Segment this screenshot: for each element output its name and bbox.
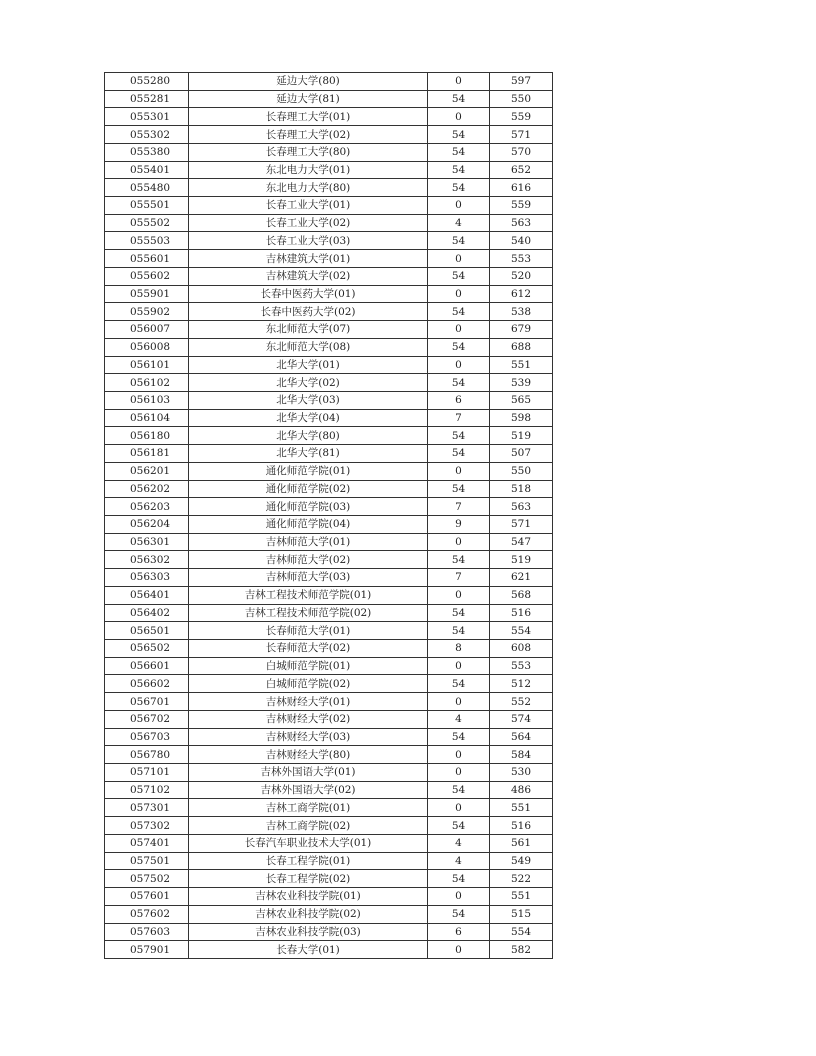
table-row — [105, 834, 553, 852]
table-row — [105, 533, 553, 551]
score-cell: 539 — [490, 374, 553, 392]
score-cell: 616 — [490, 179, 553, 197]
count-cell: 54 — [428, 232, 490, 250]
table-row — [105, 569, 553, 587]
school-code-cell: 056007 — [105, 321, 189, 339]
count-cell: 54 — [428, 90, 490, 108]
score-cell: 516 — [490, 817, 553, 835]
score-cell: 554 — [490, 923, 553, 941]
school-code-cell: 055281 — [105, 90, 189, 108]
school-code-cell: 056703 — [105, 728, 189, 746]
score-cell: 568 — [490, 586, 553, 604]
table-row — [105, 799, 553, 817]
school-code-cell: 056502 — [105, 640, 189, 658]
count-cell: 9 — [428, 515, 490, 533]
school-code-cell: 057901 — [105, 941, 189, 959]
count-cell: 54 — [428, 427, 490, 445]
score-cell: 571 — [490, 126, 553, 144]
school-name-cell: 通化师范学院(03) — [189, 498, 428, 516]
school-code-cell: 055502 — [105, 214, 189, 232]
count-cell: 0 — [428, 888, 490, 906]
school-name-cell: 东北师范大学(08) — [189, 338, 428, 356]
school-name-cell: 吉林工程技术师范学院(02) — [189, 604, 428, 622]
school-code-cell: 056701 — [105, 693, 189, 711]
score-cell: 561 — [490, 834, 553, 852]
school-code-cell: 057301 — [105, 799, 189, 817]
count-cell: 0 — [428, 285, 490, 303]
school-name-cell: 延边大学(81) — [189, 90, 428, 108]
school-name-cell: 吉林农业科技学院(03) — [189, 923, 428, 941]
school-code-cell: 056101 — [105, 356, 189, 374]
table-row — [105, 250, 553, 268]
school-name-cell: 通化师范学院(02) — [189, 480, 428, 498]
score-cell: 551 — [490, 888, 553, 906]
school-code-cell: 056302 — [105, 551, 189, 569]
count-cell: 54 — [428, 374, 490, 392]
school-code-cell: 057101 — [105, 764, 189, 782]
count-cell: 6 — [428, 923, 490, 941]
table-row — [105, 90, 553, 108]
score-cell: 519 — [490, 427, 553, 445]
school-name-cell: 吉林外国语大学(01) — [189, 764, 428, 782]
table-row — [105, 214, 553, 232]
table-row — [105, 746, 553, 764]
count-cell: 0 — [428, 73, 490, 91]
school-code-cell: 055501 — [105, 197, 189, 215]
count-cell: 7 — [428, 498, 490, 516]
count-cell: 4 — [428, 834, 490, 852]
table-row — [105, 640, 553, 658]
school-name-cell: 吉林工程技术师范学院(01) — [189, 586, 428, 604]
school-name-cell: 通化师范学院(04) — [189, 515, 428, 533]
score-cell: 552 — [490, 693, 553, 711]
table-row — [105, 143, 553, 161]
school-name-cell: 吉林师范大学(01) — [189, 533, 428, 551]
school-code-cell: 055302 — [105, 126, 189, 144]
table-row — [105, 480, 553, 498]
school-name-cell: 长春工程学院(01) — [189, 852, 428, 870]
score-cell: 652 — [490, 161, 553, 179]
score-cell: 564 — [490, 728, 553, 746]
school-code-cell: 055902 — [105, 303, 189, 321]
school-name-cell: 吉林外国语大学(02) — [189, 781, 428, 799]
school-name-cell: 吉林财经大学(80) — [189, 746, 428, 764]
school-name-cell: 吉林农业科技学院(02) — [189, 905, 428, 923]
table-body — [105, 73, 553, 959]
score-cell: 553 — [490, 250, 553, 268]
score-cell: 608 — [490, 640, 553, 658]
table-row — [105, 817, 553, 835]
admission-table — [104, 72, 553, 959]
score-cell: 519 — [490, 551, 553, 569]
school-name-cell: 吉林建筑大学(02) — [189, 267, 428, 285]
table-row — [105, 126, 553, 144]
school-code-cell: 057102 — [105, 781, 189, 799]
count-cell: 54 — [428, 126, 490, 144]
count-cell: 0 — [428, 250, 490, 268]
school-code-cell: 055301 — [105, 108, 189, 126]
score-cell: 547 — [490, 533, 553, 551]
count-cell: 0 — [428, 197, 490, 215]
count-cell: 54 — [428, 622, 490, 640]
school-code-cell: 055901 — [105, 285, 189, 303]
table-row — [105, 905, 553, 923]
table-row — [105, 923, 553, 941]
school-name-cell: 北华大学(80) — [189, 427, 428, 445]
count-cell: 54 — [428, 870, 490, 888]
count-cell: 4 — [428, 214, 490, 232]
count-cell: 54 — [428, 604, 490, 622]
count-cell: 0 — [428, 657, 490, 675]
table-row — [105, 498, 553, 516]
count-cell: 54 — [428, 905, 490, 923]
school-code-cell: 056008 — [105, 338, 189, 356]
count-cell: 0 — [428, 533, 490, 551]
table-row — [105, 197, 553, 215]
table-row — [105, 356, 553, 374]
school-name-cell: 延边大学(80) — [189, 73, 428, 91]
score-cell: 570 — [490, 143, 553, 161]
count-cell: 54 — [428, 480, 490, 498]
score-cell: 518 — [490, 480, 553, 498]
table-row — [105, 728, 553, 746]
score-cell: 530 — [490, 764, 553, 782]
school-name-cell: 通化师范学院(01) — [189, 462, 428, 480]
count-cell: 54 — [428, 267, 490, 285]
school-code-cell: 057501 — [105, 852, 189, 870]
score-cell: 522 — [490, 870, 553, 888]
table-row — [105, 338, 553, 356]
school-name-cell: 长春工业大学(02) — [189, 214, 428, 232]
school-code-cell: 056102 — [105, 374, 189, 392]
school-name-cell: 长春师范大学(01) — [189, 622, 428, 640]
count-cell: 0 — [428, 321, 490, 339]
score-cell: 550 — [490, 462, 553, 480]
school-name-cell: 白城师范学院(01) — [189, 657, 428, 675]
score-cell: 584 — [490, 746, 553, 764]
score-cell: 550 — [490, 90, 553, 108]
score-cell: 598 — [490, 409, 553, 427]
score-cell: 549 — [490, 852, 553, 870]
score-cell: 559 — [490, 197, 553, 215]
score-cell: 512 — [490, 675, 553, 693]
school-name-cell: 长春中医药大学(01) — [189, 285, 428, 303]
score-cell: 612 — [490, 285, 553, 303]
school-code-cell: 057502 — [105, 870, 189, 888]
score-cell: 565 — [490, 391, 553, 409]
score-cell: 515 — [490, 905, 553, 923]
school-name-cell: 吉林工商学院(01) — [189, 799, 428, 817]
school-name-cell: 吉林财经大学(02) — [189, 710, 428, 728]
table-row — [105, 73, 553, 91]
school-name-cell: 长春工业大学(03) — [189, 232, 428, 250]
count-cell: 54 — [428, 179, 490, 197]
table-row — [105, 108, 553, 126]
table-row — [105, 409, 553, 427]
school-name-cell: 长春工程学院(02) — [189, 870, 428, 888]
school-code-cell: 055503 — [105, 232, 189, 250]
table-row — [105, 622, 553, 640]
school-name-cell: 东北师范大学(07) — [189, 321, 428, 339]
table-row — [105, 781, 553, 799]
school-code-cell: 056501 — [105, 622, 189, 640]
school-code-cell: 056780 — [105, 746, 189, 764]
school-name-cell: 吉林建筑大学(01) — [189, 250, 428, 268]
school-name-cell: 吉林财经大学(01) — [189, 693, 428, 711]
count-cell: 7 — [428, 409, 490, 427]
count-cell: 54 — [428, 445, 490, 463]
school-name-cell: 吉林农业科技学院(01) — [189, 888, 428, 906]
score-cell: 597 — [490, 73, 553, 91]
table-row — [105, 657, 553, 675]
school-code-cell: 056402 — [105, 604, 189, 622]
table-row — [105, 267, 553, 285]
count-cell: 0 — [428, 586, 490, 604]
count-cell: 54 — [428, 551, 490, 569]
score-cell: 553 — [490, 657, 553, 675]
school-code-cell: 057603 — [105, 923, 189, 941]
score-cell: 563 — [490, 498, 553, 516]
school-name-cell: 长春工业大学(01) — [189, 197, 428, 215]
school-code-cell: 055480 — [105, 179, 189, 197]
table-row — [105, 941, 553, 959]
score-cell: 538 — [490, 303, 553, 321]
school-name-cell: 长春中医药大学(02) — [189, 303, 428, 321]
school-code-cell: 056303 — [105, 569, 189, 587]
school-name-cell: 长春师范大学(02) — [189, 640, 428, 658]
table-row — [105, 303, 553, 321]
table-row — [105, 179, 553, 197]
count-cell: 54 — [428, 303, 490, 321]
count-cell: 54 — [428, 728, 490, 746]
count-cell: 0 — [428, 746, 490, 764]
score-cell: 551 — [490, 799, 553, 817]
school-code-cell: 057302 — [105, 817, 189, 835]
school-name-cell: 吉林师范大学(03) — [189, 569, 428, 587]
table-row — [105, 764, 553, 782]
school-code-cell: 056602 — [105, 675, 189, 693]
count-cell: 4 — [428, 852, 490, 870]
table-row — [105, 427, 553, 445]
score-cell: 507 — [490, 445, 553, 463]
count-cell: 0 — [428, 764, 490, 782]
table-row — [105, 515, 553, 533]
school-code-cell: 057602 — [105, 905, 189, 923]
score-cell: 582 — [490, 941, 553, 959]
score-cell: 486 — [490, 781, 553, 799]
school-code-cell: 056204 — [105, 515, 189, 533]
score-cell: 551 — [490, 356, 553, 374]
count-cell: 54 — [428, 143, 490, 161]
school-code-cell: 056601 — [105, 657, 189, 675]
table-row — [105, 232, 553, 250]
school-name-cell: 吉林师范大学(02) — [189, 551, 428, 569]
school-code-cell: 057401 — [105, 834, 189, 852]
score-cell: 571 — [490, 515, 553, 533]
table-row — [105, 285, 553, 303]
score-cell: 540 — [490, 232, 553, 250]
score-cell: 516 — [490, 604, 553, 622]
score-cell: 563 — [490, 214, 553, 232]
school-name-cell: 长春理工大学(02) — [189, 126, 428, 144]
table-row — [105, 374, 553, 392]
count-cell: 0 — [428, 356, 490, 374]
table-row — [105, 321, 553, 339]
table-row — [105, 870, 553, 888]
count-cell: 54 — [428, 675, 490, 693]
count-cell: 0 — [428, 108, 490, 126]
school-name-cell: 北华大学(01) — [189, 356, 428, 374]
school-name-cell: 长春大学(01) — [189, 941, 428, 959]
count-cell: 8 — [428, 640, 490, 658]
school-code-cell: 057601 — [105, 888, 189, 906]
score-cell: 574 — [490, 710, 553, 728]
table-row — [105, 551, 553, 569]
count-cell: 0 — [428, 941, 490, 959]
count-cell: 4 — [428, 710, 490, 728]
school-name-cell: 北华大学(81) — [189, 445, 428, 463]
table-row — [105, 445, 553, 463]
score-cell: 554 — [490, 622, 553, 640]
school-code-cell: 056401 — [105, 586, 189, 604]
school-code-cell: 055601 — [105, 250, 189, 268]
count-cell: 7 — [428, 569, 490, 587]
score-cell: 559 — [490, 108, 553, 126]
score-cell: 621 — [490, 569, 553, 587]
school-code-cell: 055602 — [105, 267, 189, 285]
count-cell: 54 — [428, 161, 490, 179]
table-row — [105, 675, 553, 693]
school-name-cell: 东北电力大学(01) — [189, 161, 428, 179]
school-code-cell: 056202 — [105, 480, 189, 498]
school-name-cell: 北华大学(04) — [189, 409, 428, 427]
school-name-cell: 东北电力大学(80) — [189, 179, 428, 197]
table-row — [105, 462, 553, 480]
count-cell: 54 — [428, 338, 490, 356]
school-name-cell: 长春理工大学(80) — [189, 143, 428, 161]
score-cell: 688 — [490, 338, 553, 356]
score-cell: 679 — [490, 321, 553, 339]
school-code-cell: 056103 — [105, 391, 189, 409]
count-cell: 6 — [428, 391, 490, 409]
school-code-cell: 056181 — [105, 445, 189, 463]
school-name-cell: 北华大学(03) — [189, 391, 428, 409]
table-row — [105, 391, 553, 409]
count-cell: 0 — [428, 693, 490, 711]
count-cell: 54 — [428, 817, 490, 835]
school-name-cell: 长春汽车职业技术大学(01) — [189, 834, 428, 852]
school-code-cell: 056201 — [105, 462, 189, 480]
school-code-cell: 056702 — [105, 710, 189, 728]
school-name-cell: 长春理工大学(01) — [189, 108, 428, 126]
school-name-cell: 白城师范学院(02) — [189, 675, 428, 693]
table-row — [105, 693, 553, 711]
school-code-cell: 056301 — [105, 533, 189, 551]
table-row — [105, 586, 553, 604]
school-code-cell: 055380 — [105, 143, 189, 161]
school-code-cell: 056203 — [105, 498, 189, 516]
count-cell: 0 — [428, 799, 490, 817]
school-name-cell: 吉林工商学院(02) — [189, 817, 428, 835]
school-name-cell: 北华大学(02) — [189, 374, 428, 392]
table-row — [105, 852, 553, 870]
count-cell: 0 — [428, 462, 490, 480]
school-code-cell: 055401 — [105, 161, 189, 179]
score-cell: 520 — [490, 267, 553, 285]
count-cell: 54 — [428, 781, 490, 799]
school-code-cell: 056104 — [105, 409, 189, 427]
school-name-cell: 吉林财经大学(03) — [189, 728, 428, 746]
school-code-cell: 056180 — [105, 427, 189, 445]
table-row — [105, 888, 553, 906]
table-row — [105, 604, 553, 622]
school-code-cell: 055280 — [105, 73, 189, 91]
table-row — [105, 710, 553, 728]
table-row — [105, 161, 553, 179]
